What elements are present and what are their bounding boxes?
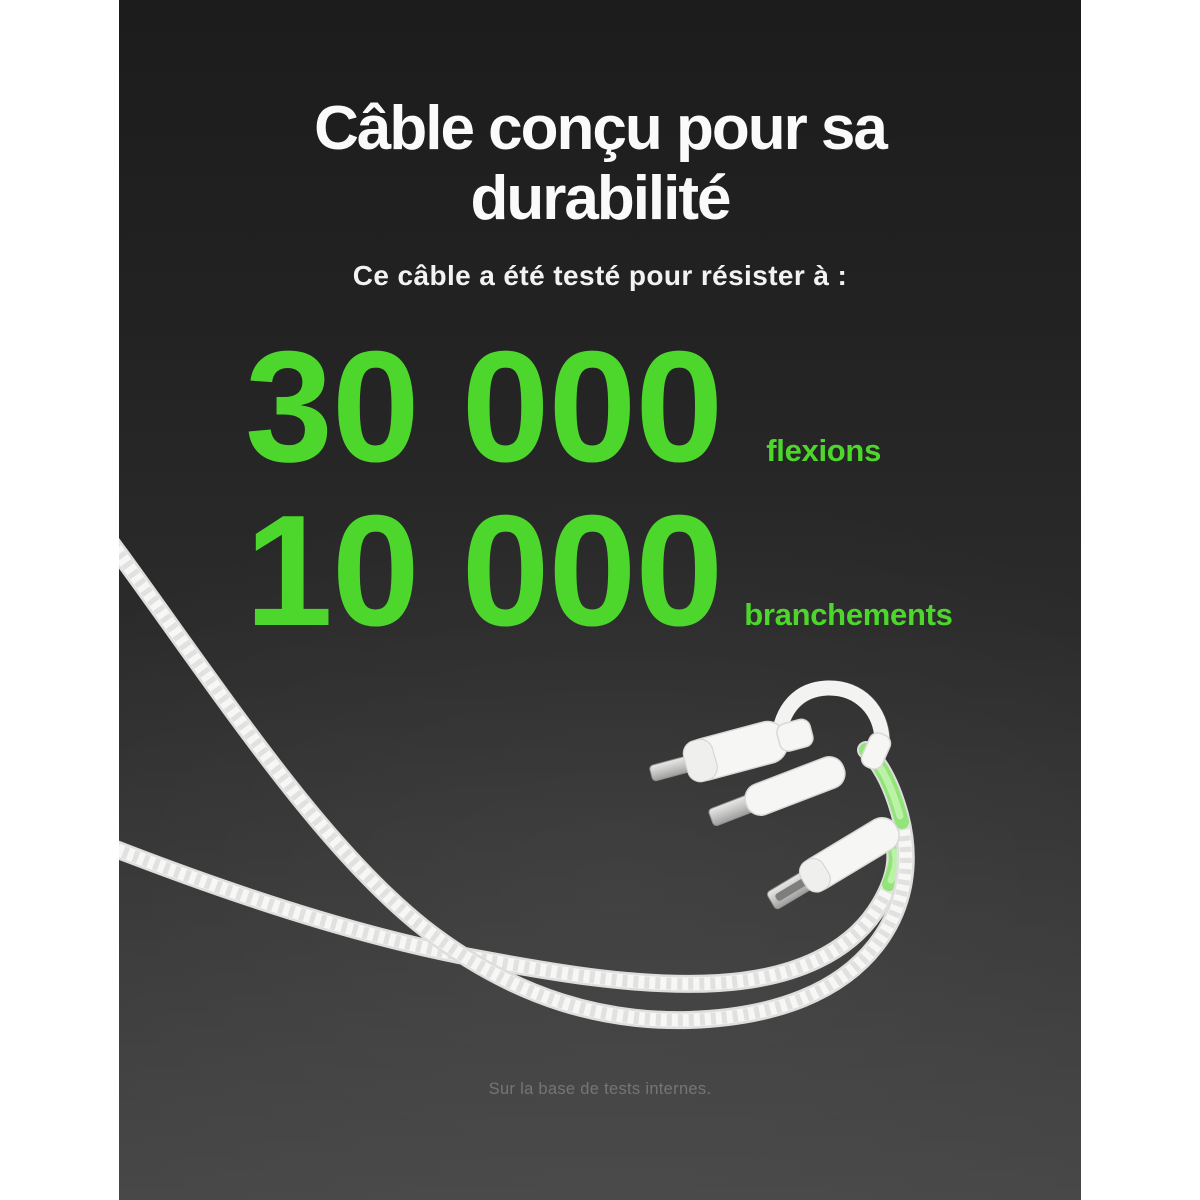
subtitle: Ce câble a été testé pour résister à : [352, 260, 848, 291]
headline [119, 94, 1081, 234]
stat-flexions [245, 319, 882, 495]
stat-value-branchements: 10 000 [245, 483, 723, 659]
dark-panel [119, 0, 1081, 1200]
braided-cable-strand-lower [119, 848, 896, 984]
stat-value-flexions: 30 000 [245, 319, 723, 495]
footnote: Sur la base de tests internes. [488, 1080, 712, 1098]
right-white-margin [1081, 0, 1200, 1200]
headline-line2: durabilité [470, 164, 730, 234]
stat-unit-flexions: flexions [766, 433, 882, 468]
headline-line1: Câble conçu pour sa [314, 94, 886, 163]
stat-unit-branchements: branchements [744, 597, 953, 632]
left-white-margin [0, 0, 119, 1200]
stat-branchements [245, 483, 953, 659]
